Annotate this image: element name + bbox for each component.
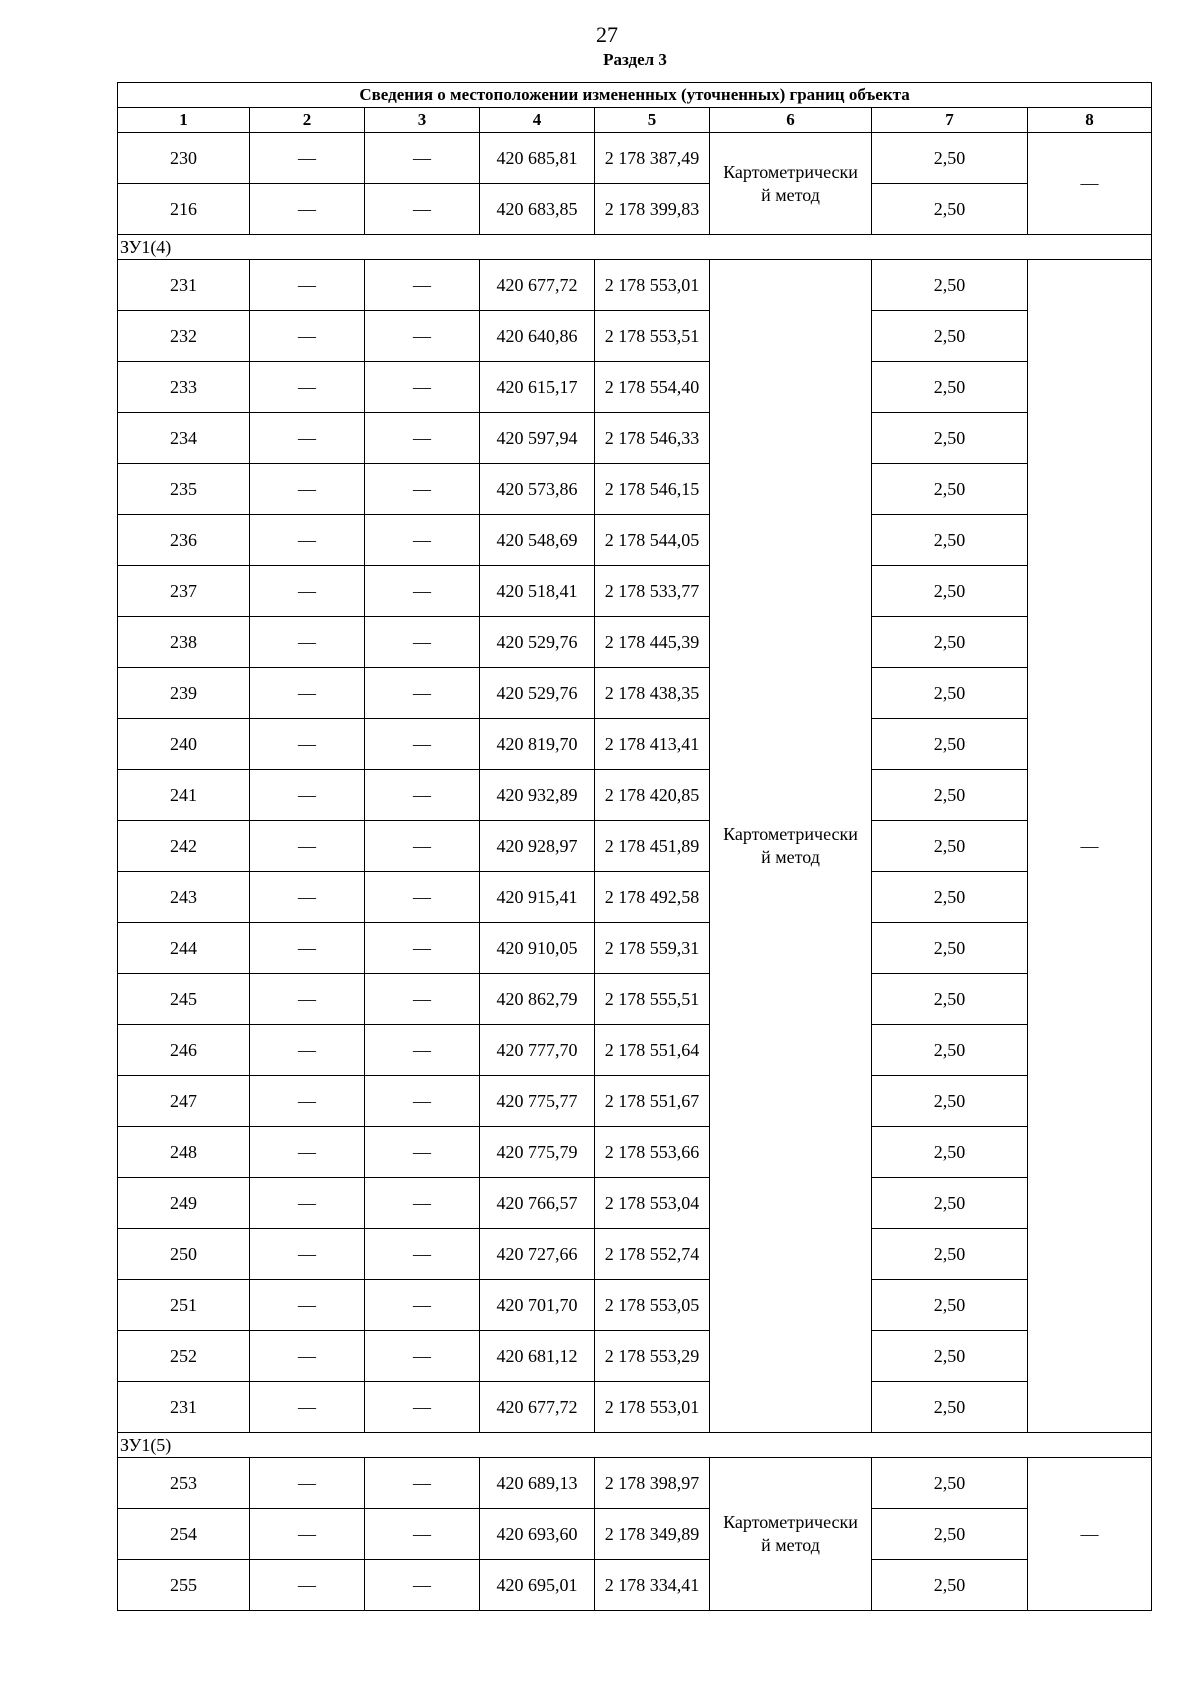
accuracy-cell: 2,50 (872, 566, 1028, 617)
point-number-cell: 248 (118, 1127, 250, 1178)
method-cell (710, 1458, 872, 1611)
accuracy-cell: 2,50 (872, 1382, 1028, 1433)
accuracy-cell: 2,50 (872, 974, 1028, 1025)
point-number-cell: 251 (118, 1280, 250, 1331)
y-coordinate-cell: 2 178 387,49 (595, 133, 710, 184)
accuracy-cell: 2,50 (872, 515, 1028, 566)
col2-cell: — (250, 872, 365, 923)
y-coordinate-cell: 2 178 553,51 (595, 311, 710, 362)
col2-cell: — (250, 311, 365, 362)
table-row (118, 311, 1152, 362)
x-coordinate-cell: 420 683,85 (480, 184, 595, 235)
accuracy-cell: 2,50 (872, 872, 1028, 923)
x-coordinate-cell: 420 819,70 (480, 719, 595, 770)
point-number-cell: 235 (118, 464, 250, 515)
col2-cell: — (250, 668, 365, 719)
y-coordinate-cell: 2 178 399,83 (595, 184, 710, 235)
col3-cell: — (365, 1331, 480, 1382)
method-text-line: Картометрически (723, 1512, 858, 1532)
table-row (118, 617, 1152, 668)
column-header: 7 (872, 108, 1028, 133)
method-text-line: й метод (761, 1535, 820, 1555)
col2-cell: — (250, 464, 365, 515)
x-coordinate-cell: 420 701,70 (480, 1280, 595, 1331)
y-coordinate-cell: 2 178 544,05 (595, 515, 710, 566)
col3-cell: — (365, 362, 480, 413)
y-coordinate-cell: 2 178 552,74 (595, 1229, 710, 1280)
col2-cell: — (250, 413, 365, 464)
accuracy-cell: 2,50 (872, 821, 1028, 872)
col3-cell: — (365, 1560, 480, 1611)
table-row (118, 1025, 1152, 1076)
table-row (118, 770, 1152, 821)
x-coordinate-cell: 420 677,72 (480, 260, 595, 311)
point-number-cell: 231 (118, 1382, 250, 1433)
column-header: 8 (1028, 108, 1152, 133)
x-coordinate-cell: 420 529,76 (480, 668, 595, 719)
accuracy-cell: 2,50 (872, 1458, 1028, 1509)
x-coordinate-cell: 420 615,17 (480, 362, 595, 413)
x-coordinate-cell: 420 693,60 (480, 1509, 595, 1560)
point-number-cell: 216 (118, 184, 250, 235)
table-row (118, 719, 1152, 770)
x-coordinate-cell: 420 685,81 (480, 133, 595, 184)
y-coordinate-cell: 2 178 546,33 (595, 413, 710, 464)
col3-cell: — (365, 770, 480, 821)
point-number-cell: 250 (118, 1229, 250, 1280)
accuracy-cell: 2,50 (872, 1331, 1028, 1382)
accuracy-cell: 2,50 (872, 184, 1028, 235)
x-coordinate-cell: 420 777,70 (480, 1025, 595, 1076)
point-number-cell: 240 (118, 719, 250, 770)
accuracy-cell: 2,50 (872, 260, 1028, 311)
accuracy-cell: 2,50 (872, 1178, 1028, 1229)
col3-cell: — (365, 464, 480, 515)
col3-cell: — (365, 719, 480, 770)
col3-cell: — (365, 668, 480, 719)
x-coordinate-cell: 420 695,01 (480, 1560, 595, 1611)
col2-cell: — (250, 1280, 365, 1331)
y-coordinate-cell: 2 178 553,66 (595, 1127, 710, 1178)
y-coordinate-cell: 2 178 553,04 (595, 1178, 710, 1229)
accuracy-cell: 2,50 (872, 1076, 1028, 1127)
col2-cell: — (250, 1025, 365, 1076)
x-coordinate-cell: 420 548,69 (480, 515, 595, 566)
col3-cell: — (365, 311, 480, 362)
accuracy-cell: 2,50 (872, 1127, 1028, 1178)
col2-cell: — (250, 362, 365, 413)
table-row (118, 362, 1152, 413)
col2-cell: — (250, 1560, 365, 1611)
y-coordinate-cell: 2 178 553,05 (595, 1280, 710, 1331)
x-coordinate-cell: 420 681,12 (480, 1331, 595, 1382)
point-number-cell: 233 (118, 362, 250, 413)
x-coordinate-cell: 420 518,41 (480, 566, 595, 617)
table-row (118, 1382, 1152, 1433)
col8-cell: — (1028, 1458, 1152, 1611)
group-label: ЗУ1(5) (118, 1433, 1152, 1458)
col2-cell: — (250, 1127, 365, 1178)
table-row (118, 566, 1152, 617)
col3-cell: — (365, 260, 480, 311)
y-coordinate-cell: 2 178 349,89 (595, 1509, 710, 1560)
column-header: 6 (710, 108, 872, 133)
table-row (118, 1280, 1152, 1331)
column-header: 1 (118, 108, 250, 133)
method-cell (710, 260, 872, 1433)
y-coordinate-cell: 2 178 334,41 (595, 1560, 710, 1611)
method-cell (710, 133, 872, 235)
x-coordinate-cell: 420 766,57 (480, 1178, 595, 1229)
column-header-row (118, 108, 1152, 133)
y-coordinate-cell: 2 178 438,35 (595, 668, 710, 719)
col3-cell: — (365, 974, 480, 1025)
table-row (118, 1178, 1152, 1229)
y-coordinate-cell: 2 178 553,01 (595, 260, 710, 311)
col3-cell: — (365, 617, 480, 668)
x-coordinate-cell: 420 597,94 (480, 413, 595, 464)
point-number-cell: 246 (118, 1025, 250, 1076)
y-coordinate-cell: 2 178 551,67 (595, 1076, 710, 1127)
col2-cell: — (250, 566, 365, 617)
table-caption: Сведения о местоположении измененных (уточненных) границ объекта (118, 83, 1152, 108)
x-coordinate-cell: 420 862,79 (480, 974, 595, 1025)
point-number-cell: 237 (118, 566, 250, 617)
col3-cell: — (365, 1178, 480, 1229)
table-row (118, 1076, 1152, 1127)
point-number-cell: 231 (118, 260, 250, 311)
table-row (118, 1331, 1152, 1382)
col3-cell: — (365, 566, 480, 617)
accuracy-cell: 2,50 (872, 1509, 1028, 1560)
col2-cell: — (250, 719, 365, 770)
point-number-cell: 244 (118, 923, 250, 974)
y-coordinate-cell: 2 178 551,64 (595, 1025, 710, 1076)
point-number-cell: 254 (118, 1509, 250, 1560)
col3-cell: — (365, 1229, 480, 1280)
table-row (118, 184, 1152, 235)
table-row (118, 872, 1152, 923)
col8-cell: — (1028, 133, 1152, 235)
group-label: ЗУ1(4) (118, 235, 1152, 260)
col3-cell: — (365, 413, 480, 464)
table-row (118, 1560, 1152, 1611)
x-coordinate-cell: 420 689,13 (480, 1458, 595, 1509)
col3-cell: — (365, 1280, 480, 1331)
col2-cell: — (250, 515, 365, 566)
table-row (118, 260, 1152, 311)
y-coordinate-cell: 2 178 553,01 (595, 1382, 710, 1433)
x-coordinate-cell: 420 529,76 (480, 617, 595, 668)
col8-cell: — (1028, 260, 1152, 1433)
group-label-row (118, 1433, 1152, 1458)
x-coordinate-cell: 420 640,86 (480, 311, 595, 362)
col2-cell: — (250, 821, 365, 872)
table-row (118, 821, 1152, 872)
y-coordinate-cell: 2 178 398,97 (595, 1458, 710, 1509)
point-number-cell: 239 (118, 668, 250, 719)
point-number-cell: 253 (118, 1458, 250, 1509)
table-row (118, 668, 1152, 719)
x-coordinate-cell: 420 573,86 (480, 464, 595, 515)
x-coordinate-cell: 420 932,89 (480, 770, 595, 821)
method-text-line: Картометрически (723, 161, 858, 182)
point-number-cell: 247 (118, 1076, 250, 1127)
y-coordinate-cell: 2 178 413,41 (595, 719, 710, 770)
y-coordinate-cell: 2 178 555,51 (595, 974, 710, 1025)
x-coordinate-cell: 420 910,05 (480, 923, 595, 974)
method-text-line: й метод (761, 847, 820, 867)
accuracy-cell: 2,50 (872, 1280, 1028, 1331)
y-coordinate-cell: 2 178 553,29 (595, 1331, 710, 1382)
y-coordinate-cell: 2 178 492,58 (595, 872, 710, 923)
col2-cell: — (250, 770, 365, 821)
column-header: 5 (595, 108, 710, 133)
point-number-cell: 232 (118, 311, 250, 362)
point-number-cell: 238 (118, 617, 250, 668)
accuracy-cell: 2,50 (872, 133, 1028, 184)
x-coordinate-cell: 420 727,66 (480, 1229, 595, 1280)
group-label-row (118, 235, 1152, 260)
accuracy-cell: 2,50 (872, 1229, 1028, 1280)
col2-cell: — (250, 923, 365, 974)
x-coordinate-cell: 420 928,97 (480, 821, 595, 872)
table-row (118, 413, 1152, 464)
col2-cell: — (250, 184, 365, 235)
accuracy-cell: 2,50 (872, 311, 1028, 362)
col3-cell: — (365, 1127, 480, 1178)
accuracy-cell: 2,50 (872, 1025, 1028, 1076)
point-number-cell: 243 (118, 872, 250, 923)
col2-cell: — (250, 1331, 365, 1382)
table-row (118, 1127, 1152, 1178)
table-row (118, 464, 1152, 515)
accuracy-cell: 2,50 (872, 1560, 1028, 1611)
point-number-cell: 252 (118, 1331, 250, 1382)
x-coordinate-cell: 420 775,77 (480, 1076, 595, 1127)
column-header: 4 (480, 108, 595, 133)
y-coordinate-cell: 2 178 445,39 (595, 617, 710, 668)
col3-cell: — (365, 821, 480, 872)
point-number-cell: 249 (118, 1178, 250, 1229)
table-row (118, 1509, 1152, 1560)
y-coordinate-cell: 2 178 451,89 (595, 821, 710, 872)
col2-cell: — (250, 1076, 365, 1127)
point-number-cell: 255 (118, 1560, 250, 1611)
col2-cell: — (250, 1229, 365, 1280)
x-coordinate-cell: 420 775,79 (480, 1127, 595, 1178)
y-coordinate-cell: 2 178 546,15 (595, 464, 710, 515)
table-row (118, 923, 1152, 974)
col2-cell: — (250, 974, 365, 1025)
accuracy-cell: 2,50 (872, 617, 1028, 668)
accuracy-cell: 2,50 (872, 668, 1028, 719)
accuracy-cell: 2,50 (872, 923, 1028, 974)
col3-cell: — (365, 1509, 480, 1560)
accuracy-cell: 2,50 (872, 719, 1028, 770)
boundary-table (117, 82, 1152, 1611)
column-header: 3 (365, 108, 480, 133)
accuracy-cell: 2,50 (872, 362, 1028, 413)
col2-cell: — (250, 133, 365, 184)
table-row (118, 1229, 1152, 1280)
col3-cell: — (365, 1076, 480, 1127)
y-coordinate-cell: 2 178 554,40 (595, 362, 710, 413)
section-title: Раздел 3 (603, 50, 667, 69)
col2-cell: — (250, 1382, 365, 1433)
accuracy-cell: 2,50 (872, 464, 1028, 515)
table-caption-row (118, 83, 1152, 108)
col3-cell: — (365, 184, 480, 235)
column-header: 2 (250, 108, 365, 133)
col3-cell: — (365, 1458, 480, 1509)
col2-cell: — (250, 1458, 365, 1509)
col2-cell: — (250, 1509, 365, 1560)
y-coordinate-cell: 2 178 420,85 (595, 770, 710, 821)
col2-cell: — (250, 617, 365, 668)
method-text-line: Картометрически (723, 824, 858, 844)
table-row (118, 1458, 1152, 1509)
point-number-cell: 230 (118, 133, 250, 184)
col3-cell: — (365, 515, 480, 566)
page-number: 27 (596, 22, 618, 47)
point-number-cell: 245 (118, 974, 250, 1025)
table-body (118, 83, 1152, 1611)
point-number-cell: 236 (118, 515, 250, 566)
method-text-line: й метод (761, 184, 820, 205)
y-coordinate-cell: 2 178 559,31 (595, 923, 710, 974)
y-coordinate-cell: 2 178 533,77 (595, 566, 710, 617)
accuracy-cell: 2,50 (872, 413, 1028, 464)
col3-cell: — (365, 1025, 480, 1076)
point-number-cell: 242 (118, 821, 250, 872)
col3-cell: — (365, 133, 480, 184)
col3-cell: — (365, 872, 480, 923)
col2-cell: — (250, 1178, 365, 1229)
table-row (118, 133, 1152, 184)
table-row (118, 515, 1152, 566)
accuracy-cell: 2,50 (872, 770, 1028, 821)
x-coordinate-cell: 420 915,41 (480, 872, 595, 923)
col2-cell: — (250, 260, 365, 311)
point-number-cell: 241 (118, 770, 250, 821)
table-row (118, 974, 1152, 1025)
x-coordinate-cell: 420 677,72 (480, 1382, 595, 1433)
point-number-cell: 234 (118, 413, 250, 464)
col3-cell: — (365, 1382, 480, 1433)
col3-cell: — (365, 923, 480, 974)
